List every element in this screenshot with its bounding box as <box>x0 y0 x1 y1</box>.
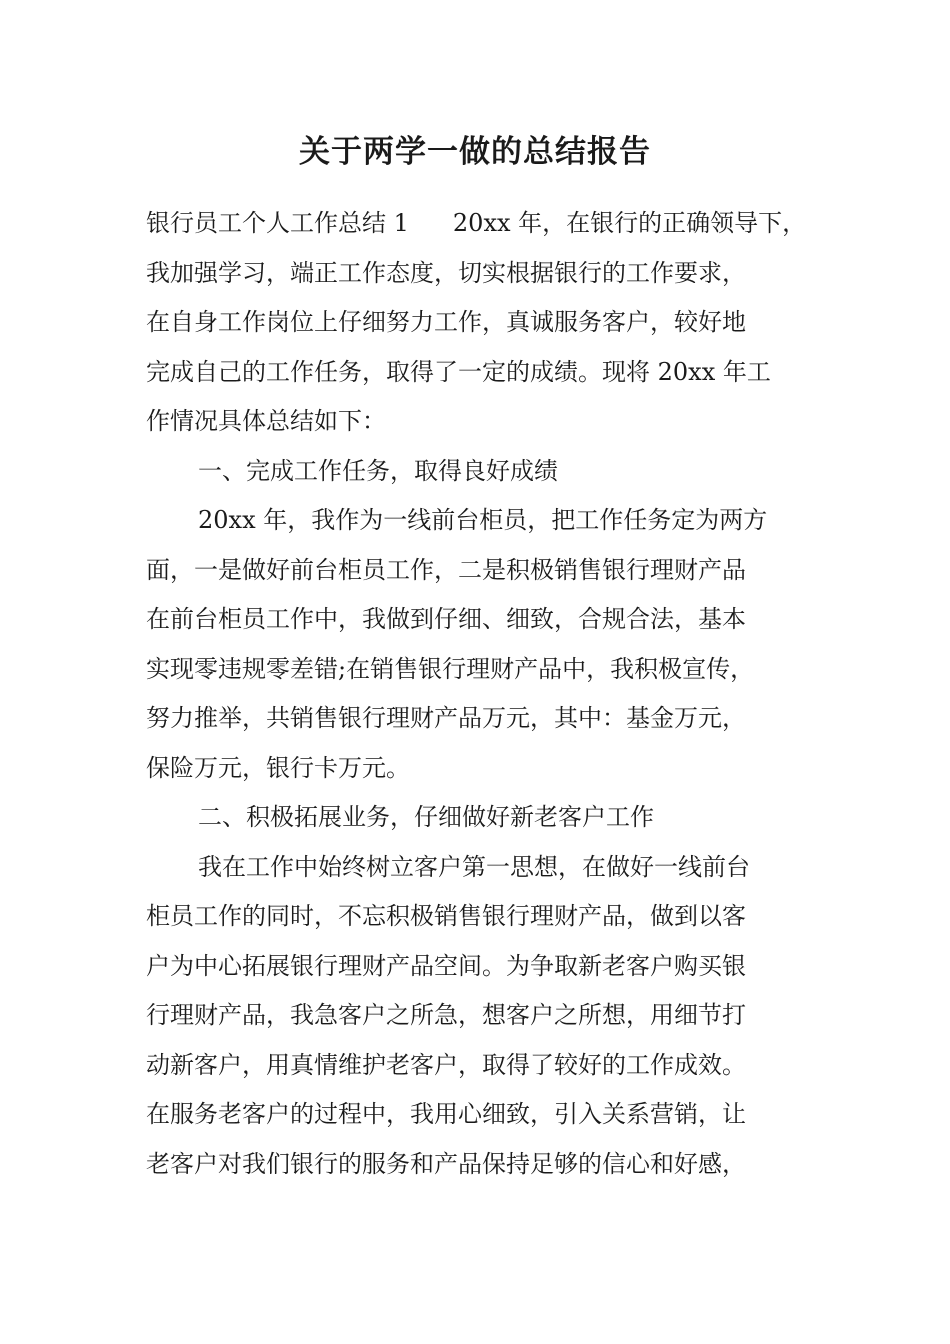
paragraph-line: 努力推举，共销售银行理财产品万元，其中：基金万元， <box>146 704 746 732</box>
paragraph-line <box>146 199 826 249</box>
document-title: 关于两学一做的总结报告 <box>299 134 651 170</box>
paragraph-line: 在自身工作岗位上仔细努力工作，真诚服务客户，较好地 <box>146 308 746 336</box>
paragraph-line: 动新客户，用真情维护老客户，取得了较好的工作成效。 <box>146 1050 746 1079</box>
paragraph-line: 老客户对我们银行的服务和产品保持足够的信心和好感， <box>146 1149 746 1178</box>
paragraph-line: 在服务老客户的过程中，我用心细致，引入关系营销，让 <box>146 1100 746 1128</box>
paragraph-line: 面，一是做好前台柜员工作，二是积极销售银行理财产品 <box>146 555 746 584</box>
document-body <box>146 199 826 1189</box>
intro-label: 银行员工个人工作总结 1 <box>146 209 409 237</box>
paragraph-line: 柜员工作的同时，不忘积极销售银行理财产品，做到以客 <box>146 902 746 930</box>
paragraph-line: 作情况具体总结如下： <box>146 407 386 435</box>
paragraph-line: 我加强学习，端正工作态度，切实根据银行的工作要求， <box>146 258 746 287</box>
section-heading-2: 二、积极拓展业务，仔细做好新老客户工作 <box>198 803 654 831</box>
paragraph-line: 20xx 年，我作为一线前台柜员，把工作任务定为两方 <box>198 506 768 534</box>
paragraph-line: 我在工作中始终树立客户第一思想，在做好一线前台 <box>198 852 750 881</box>
paragraph-line: 户为中心拓展银行理财产品空间。为争取新老客户购买银 <box>146 951 746 980</box>
paragraph-line: 行理财产品，我急客户之所急，想客户之所想，用细节打 <box>146 1001 746 1029</box>
paragraph-line: 在前台柜员工作中，我做到仔细、细致，合规合法，基本 <box>146 605 746 633</box>
paragraph-line: 完成自己的工作任务，取得了一定的成绩。现将 20xx 年工 <box>146 357 771 386</box>
section-heading-1: 一、完成工作任务，取得良好成绩 <box>198 456 558 485</box>
paragraph-line: 保险万元，银行卡万元。 <box>146 753 410 782</box>
paragraph-line: 实现零违规零差错;在销售银行理财产品中，我积极宣传， <box>146 654 755 683</box>
intro-text: 20xx 年，在银行的正确领导下， <box>452 209 807 237</box>
